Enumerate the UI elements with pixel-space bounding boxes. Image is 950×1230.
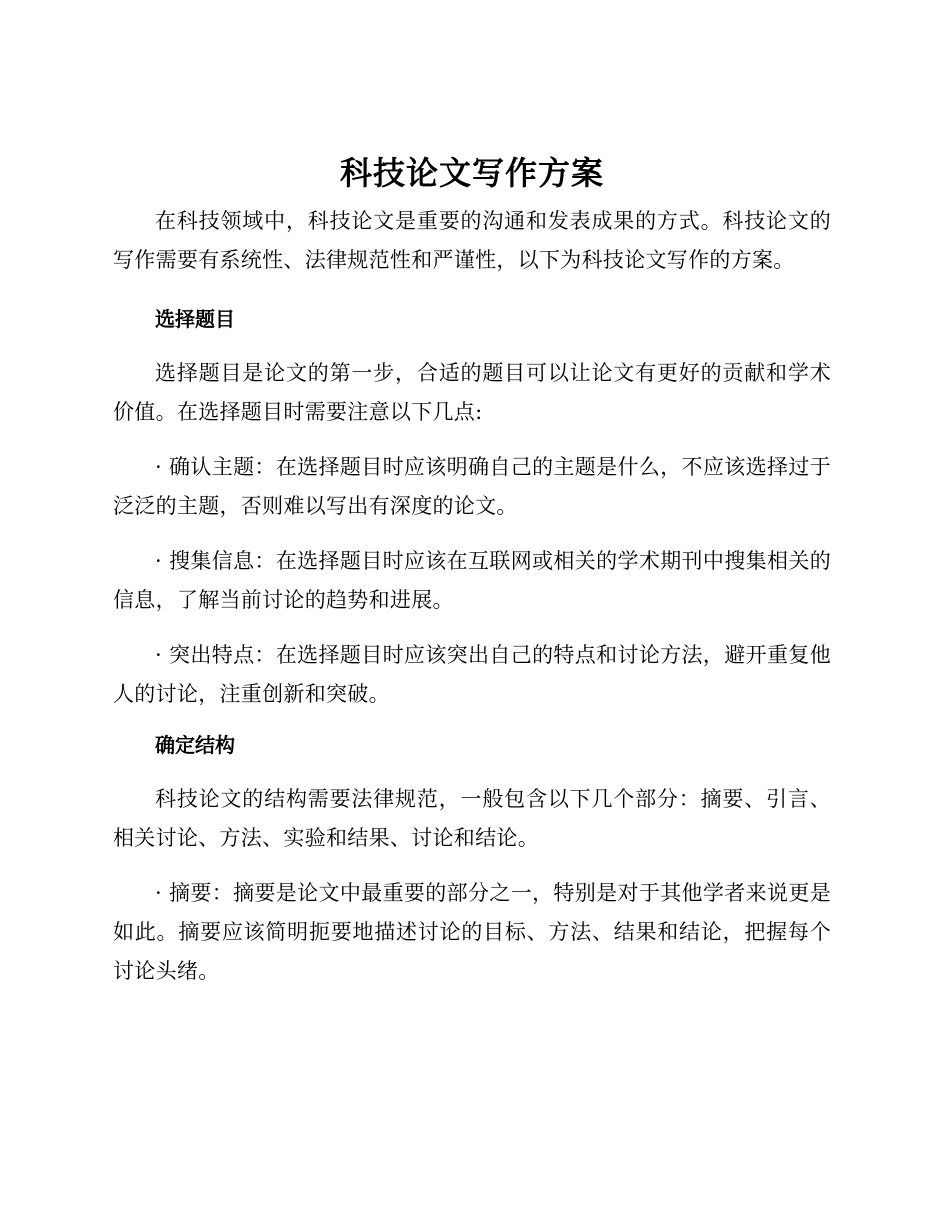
- section-heading: 确定结构: [155, 733, 235, 757]
- bullet-paragraph: · 突出特点：在选择题目时应该突出自己的特点和讨论方法，避开重复他人的讨论，注重创新和突破。: [113, 643, 831, 706]
- bullet-paragraph: · 搜集信息：在选择题目时应该在互联网或相关的学术期刊中搜集相关的信息，了解当前讨论的趋势和进展。: [113, 549, 831, 612]
- section-paragraph: 科技论文的结构需要法律规范，一般包含以下几个部分：摘要、引言、相关讨论、方法、实验和结果、讨论和结论。: [113, 787, 831, 850]
- section-heading: 选择题目: [155, 307, 235, 331]
- section-structure: [113, 730, 831, 991]
- section-paragraph: 选择题目是论文的第一步，合适的题目可以让论文有更好的贡献和学术价值。在选择题目时需要注意以下几点:: [113, 361, 831, 424]
- bullet-paragraph: · 摘要：摘要是论文中最重要的部分之一，特别是对于其他学者来说更是如此。摘要应该简明扼要地描述讨论的目标、方法、结果和结论，把握每个讨论头绪。: [113, 881, 831, 983]
- intro-paragraph: 在科技领域中，科技论文是重要的沟通和发表成果的方式。科技论文的写作需要有系统性、法律规范性和严谨性，以下为科技论文写作的方案。: [113, 209, 831, 272]
- document-body: [113, 150, 831, 1007]
- bullet-paragraph: · 确认主题：在选择题目时应该明确自己的主题是什么，不应该选择过于泛泛的主题，否则难以写出有深度的论文。: [113, 455, 831, 518]
- section-choose-topic: [113, 304, 831, 714]
- document-title: 科技论文写作方案: [339, 154, 604, 192]
